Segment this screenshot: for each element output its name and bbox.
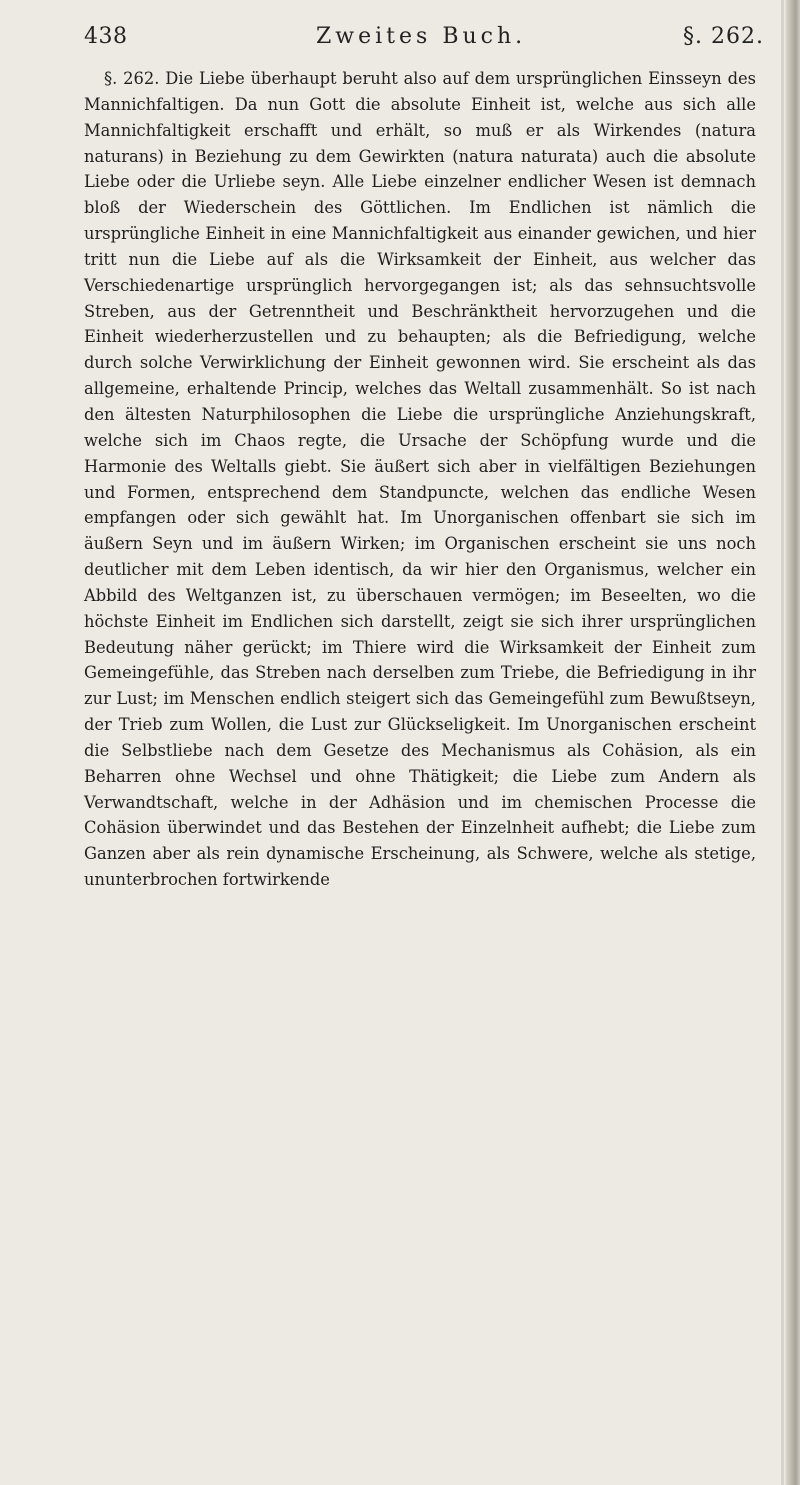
running-title: Zweites Buch.	[316, 24, 527, 49]
page-edge	[786, 0, 800, 1485]
page-header	[84, 24, 764, 60]
section-reference: §. 262.	[683, 24, 764, 49]
paragraph-section-262: §. 262. Die Liebe überhaupt beruht also auf dem ursprünglichen Einsseyn des Mannichfaltigen. Da nun Gott die absolute Einheit ist, welche aus sich alle Mannichfaltigkeit erschafft und erhält, so muß er als Wirkendes (natura naturans) in Beziehung zu dem Gewirkten (natura naturata) auch die absolute Liebe oder die Urliebe seyn. Alle Liebe einzelner endlicher Wesen ist demnach bloß der Wiederschein des Göttlichen. Im Endlichen ist nämlich die ursprüngliche Einheit in eine Mannichfaltigkeit aus einander gewichen, und hier tritt nun die Liebe auf als die Wirksamkeit der Einheit, aus welcher das Verschiedenartige ursprünglich hervorgegangen ist; als das sehnsuchtsvolle Streben, aus der Getrenntheit und Beschränktheit hervorzugehen und die Einheit wiederherzustellen und zu behaupten; als die Befriedigung, welche durch solche Verwirklichung der Einheit gewonnen wird. Sie erscheint als das allgemeine, erhaltende Princip, welches das Weltall zusammenhält. So ist nach den ältesten Naturphilosophen die Liebe die ursprüngliche Anziehungskraft, welche sich im Chaos regte, die Ursache der Schöpfung wurde und die Harmonie des Weltalls giebt. Sie äußert sich aber in vielfältigen Beziehungen und Formen, entsprechend dem Standpuncte, welchen das endliche Wesen empfangen oder sich gewählt hat. Im Unorganischen offenbart sie sich im äußern Seyn und im äußern Wirken; im Organischen erscheint sie uns noch deutlicher mit dem Leben identisch, da wir hier den Organismus, welcher ein Abbild des Weltganzen ist, zu überschauen vermögen; im Beseelten, wo die höchste Einheit im Endlichen sich darstellt, zeigt sie sich ihrer ursprünglichen Bedeutung näher gerückt; im Thiere wird die Wirksamkeit der Einheit zum Gemeingefühle, das Streben nach derselben zum Triebe, die Befriedigung in ihr zur Lust; im Menschen endlich steigert sich das Gemeingefühl zum Bewußtseyn, der Trieb zum Wollen, die Lust zur Glückseligkeit. Im Unorganischen erscheint die Selbstliebe nach dem Gesetze des Mechanismus als Cohäsion, als ein Beharren ohne Wechsel und ohne Thätigkeit; die Liebe zum Andern als Verwandtschaft, welche in der Adhäsion und im chemischen Processe die Cohäsion überwindet und das Bestehen der Einzelnheit aufhebt; die Liebe zum Ganzen aber als rein dynamische Erscheinung, als Schwere, welche als stetige, ununterbrochen fortwirkende	[84, 69, 756, 890]
page-number: 438	[84, 24, 128, 49]
